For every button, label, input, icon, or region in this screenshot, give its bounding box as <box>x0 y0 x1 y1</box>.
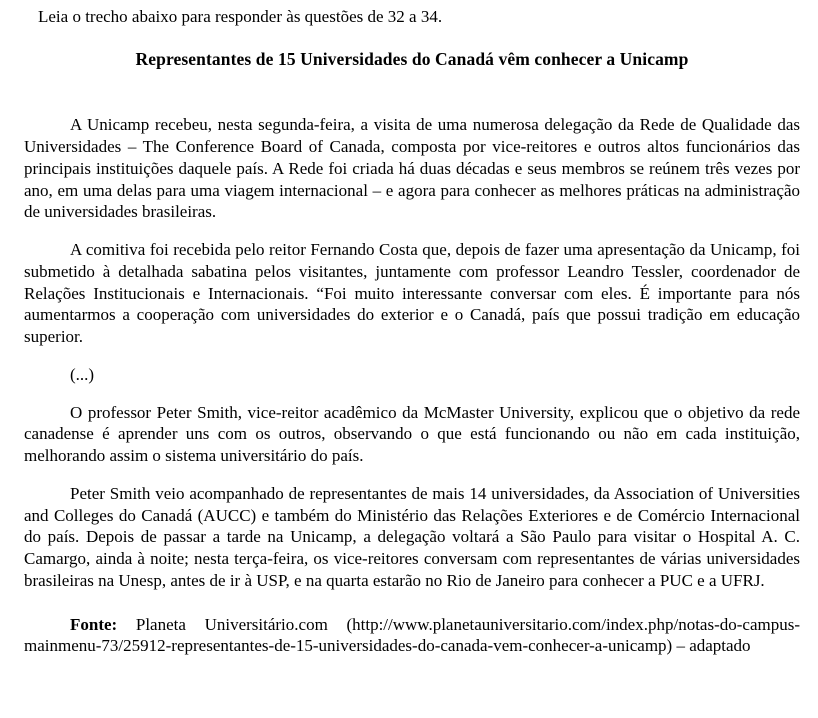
source-line <box>24 614 800 658</box>
source-label: Fonte: <box>70 614 118 634</box>
source-text: Planeta Universitário.com (http://www.planetauniversitario.com/index.php/notas-do-campus-mainmenu-73/25912-representantes-de-15-universidades-do-canada-vem-conhecer-a-unicamp) – adaptado <box>24 614 800 656</box>
reading-instruction: Leia o trecho abaixo para responder às questões de 32 a 34. <box>38 7 443 26</box>
article-body <box>24 114 800 591</box>
paragraph: A comitiva foi recebida pelo reitor Fernando Costa que, depois de fazer uma apresentação da Unicamp, foi submetido à detalhada sabatina pelos visitantes, juntamente com professor Leandro Tessler, coordenador de Relações Institucionais e Internacionais. “Foi muito interessante conversar com eles. É importante para nós aumentarmos a cooperação com universidades do exterior e o Canadá, país que possui tradição em educação superior. <box>24 240 800 346</box>
paragraph: Peter Smith veio acompanhado de representantes de mais 14 universidades, da Association of Universities and Colleges do Canadá (AUCC) e também do Ministério das Relações Exteriores e de Comércio Internacional do país. Depois de passar a tarde na Unicamp, a delegação voltará a São Paulo para visitar o Hospital A. C. Camargo, ainda à noite; nesta terça-feira, os vice-reitores conversam com representantes de várias universidades brasileiras na Unesp, antes de ir à USP, e na quarta estarão no Rio de Janeiro para conhecer a PUC e a UFRJ. <box>24 483 800 590</box>
paragraph: O professor Peter Smith, vice-reitor acadêmico da McMaster University, explicou que o objetivo da rede canadense é aprender uns com os outros, observando o que está funcionando ou não em cada instituição, melhorando assim o sistema universitário do país. <box>24 402 800 465</box>
document-page <box>0 6 818 718</box>
article-title: Representantes de 15 Universidades do Canadá vêm conhecer a Unicamp <box>135 49 689 70</box>
paragraph: A Unicamp recebeu, nesta segunda-feira, a visita de uma numerosa delegação da Rede de Qualidade das Universidades – The Conference Board of Canada, composta por vice-reitores e outros altos funcionários das principais instituições daquele país. A Rede foi criada há duas décadas e seus membros se reúnem três vezes por ano, em uma delas para uma viagem internacional – e agora para conhecer as melhores práticas na administração de universidades brasileiras. <box>24 115 800 222</box>
paragraph-ellipsis: (...) <box>70 364 95 384</box>
